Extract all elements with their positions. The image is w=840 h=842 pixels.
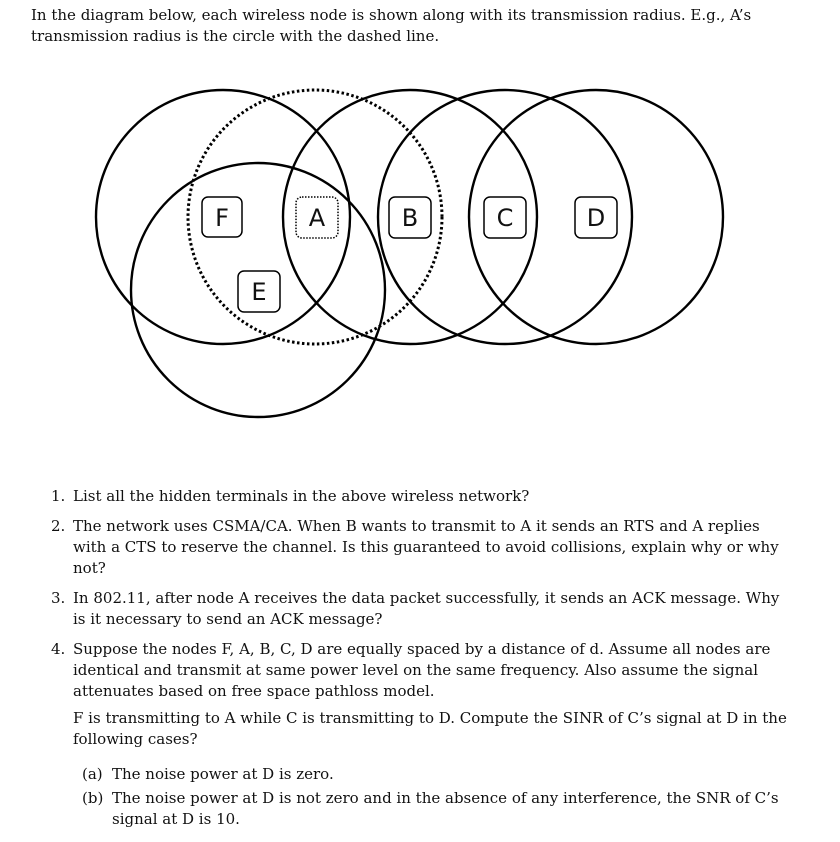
question-text-continued: F is transmitting to A while C is transmitting to D. Compute the SINR of C’s signal at D in the following cases? bbox=[73, 709, 787, 748]
node-d bbox=[575, 197, 617, 238]
question-number: 4. bbox=[51, 640, 66, 658]
question-number: 1. bbox=[51, 487, 66, 505]
question-1 bbox=[46, 486, 796, 507]
node-label-c: C bbox=[496, 204, 514, 232]
subquestion-label: (b) bbox=[82, 789, 104, 807]
node-label-e: E bbox=[251, 278, 267, 306]
wireless-network-diagram bbox=[0, 60, 840, 430]
node-f bbox=[202, 197, 242, 237]
subquestion-text: The noise power at D is zero. bbox=[112, 765, 334, 783]
question-text: List all the hidden terminals in the above wireless network? bbox=[73, 487, 530, 505]
node-label-b: B bbox=[401, 204, 419, 232]
node-e bbox=[238, 271, 280, 312]
question-number: 3. bbox=[51, 589, 66, 607]
subquestion-list bbox=[82, 764, 796, 830]
question-text: Suppose the nodes F, A, B, C, D are equally spaced by a distance of d. Assume all nodes are identical and transmit at same power level on the same frequency. Also assume the signal attenuates based on free space pathloss model. bbox=[73, 640, 771, 700]
problem-intro: In the diagram below, each wireless node is shown along with its transmission radius. E.g., A’s transmission radius is the circle with the dashed line. bbox=[31, 6, 752, 45]
node-c bbox=[484, 197, 526, 238]
node-label-f: F bbox=[215, 204, 229, 232]
node-label-d: D bbox=[586, 204, 606, 232]
question-text: In 802.11, after node A receives the data packet successfully, it sends an ACK message. Why is it necessary to send an ACK message? bbox=[73, 589, 780, 628]
question-text: The network uses CSMA/CA. When B wants to transmit to A it sends an RTS and A replies with a CTS to reserve the channel. Is this guaranteed to avoid collisions, explain why or why not? bbox=[73, 517, 779, 577]
question-number: 2. bbox=[51, 517, 66, 535]
node-a bbox=[296, 197, 338, 238]
question-3 bbox=[46, 588, 796, 630]
question-list bbox=[46, 486, 796, 839]
question-4 bbox=[46, 639, 796, 830]
node-b bbox=[389, 197, 431, 238]
subquestion-label: (a) bbox=[82, 765, 103, 783]
subquestion-a bbox=[82, 764, 796, 785]
question-2 bbox=[46, 516, 796, 579]
node-label-a: A bbox=[308, 204, 326, 232]
subquestion-text: The noise power at D is not zero and in the absence of any interference, the SNR of C’s signal at D is 10. bbox=[112, 789, 779, 828]
subquestion-b bbox=[82, 788, 796, 830]
